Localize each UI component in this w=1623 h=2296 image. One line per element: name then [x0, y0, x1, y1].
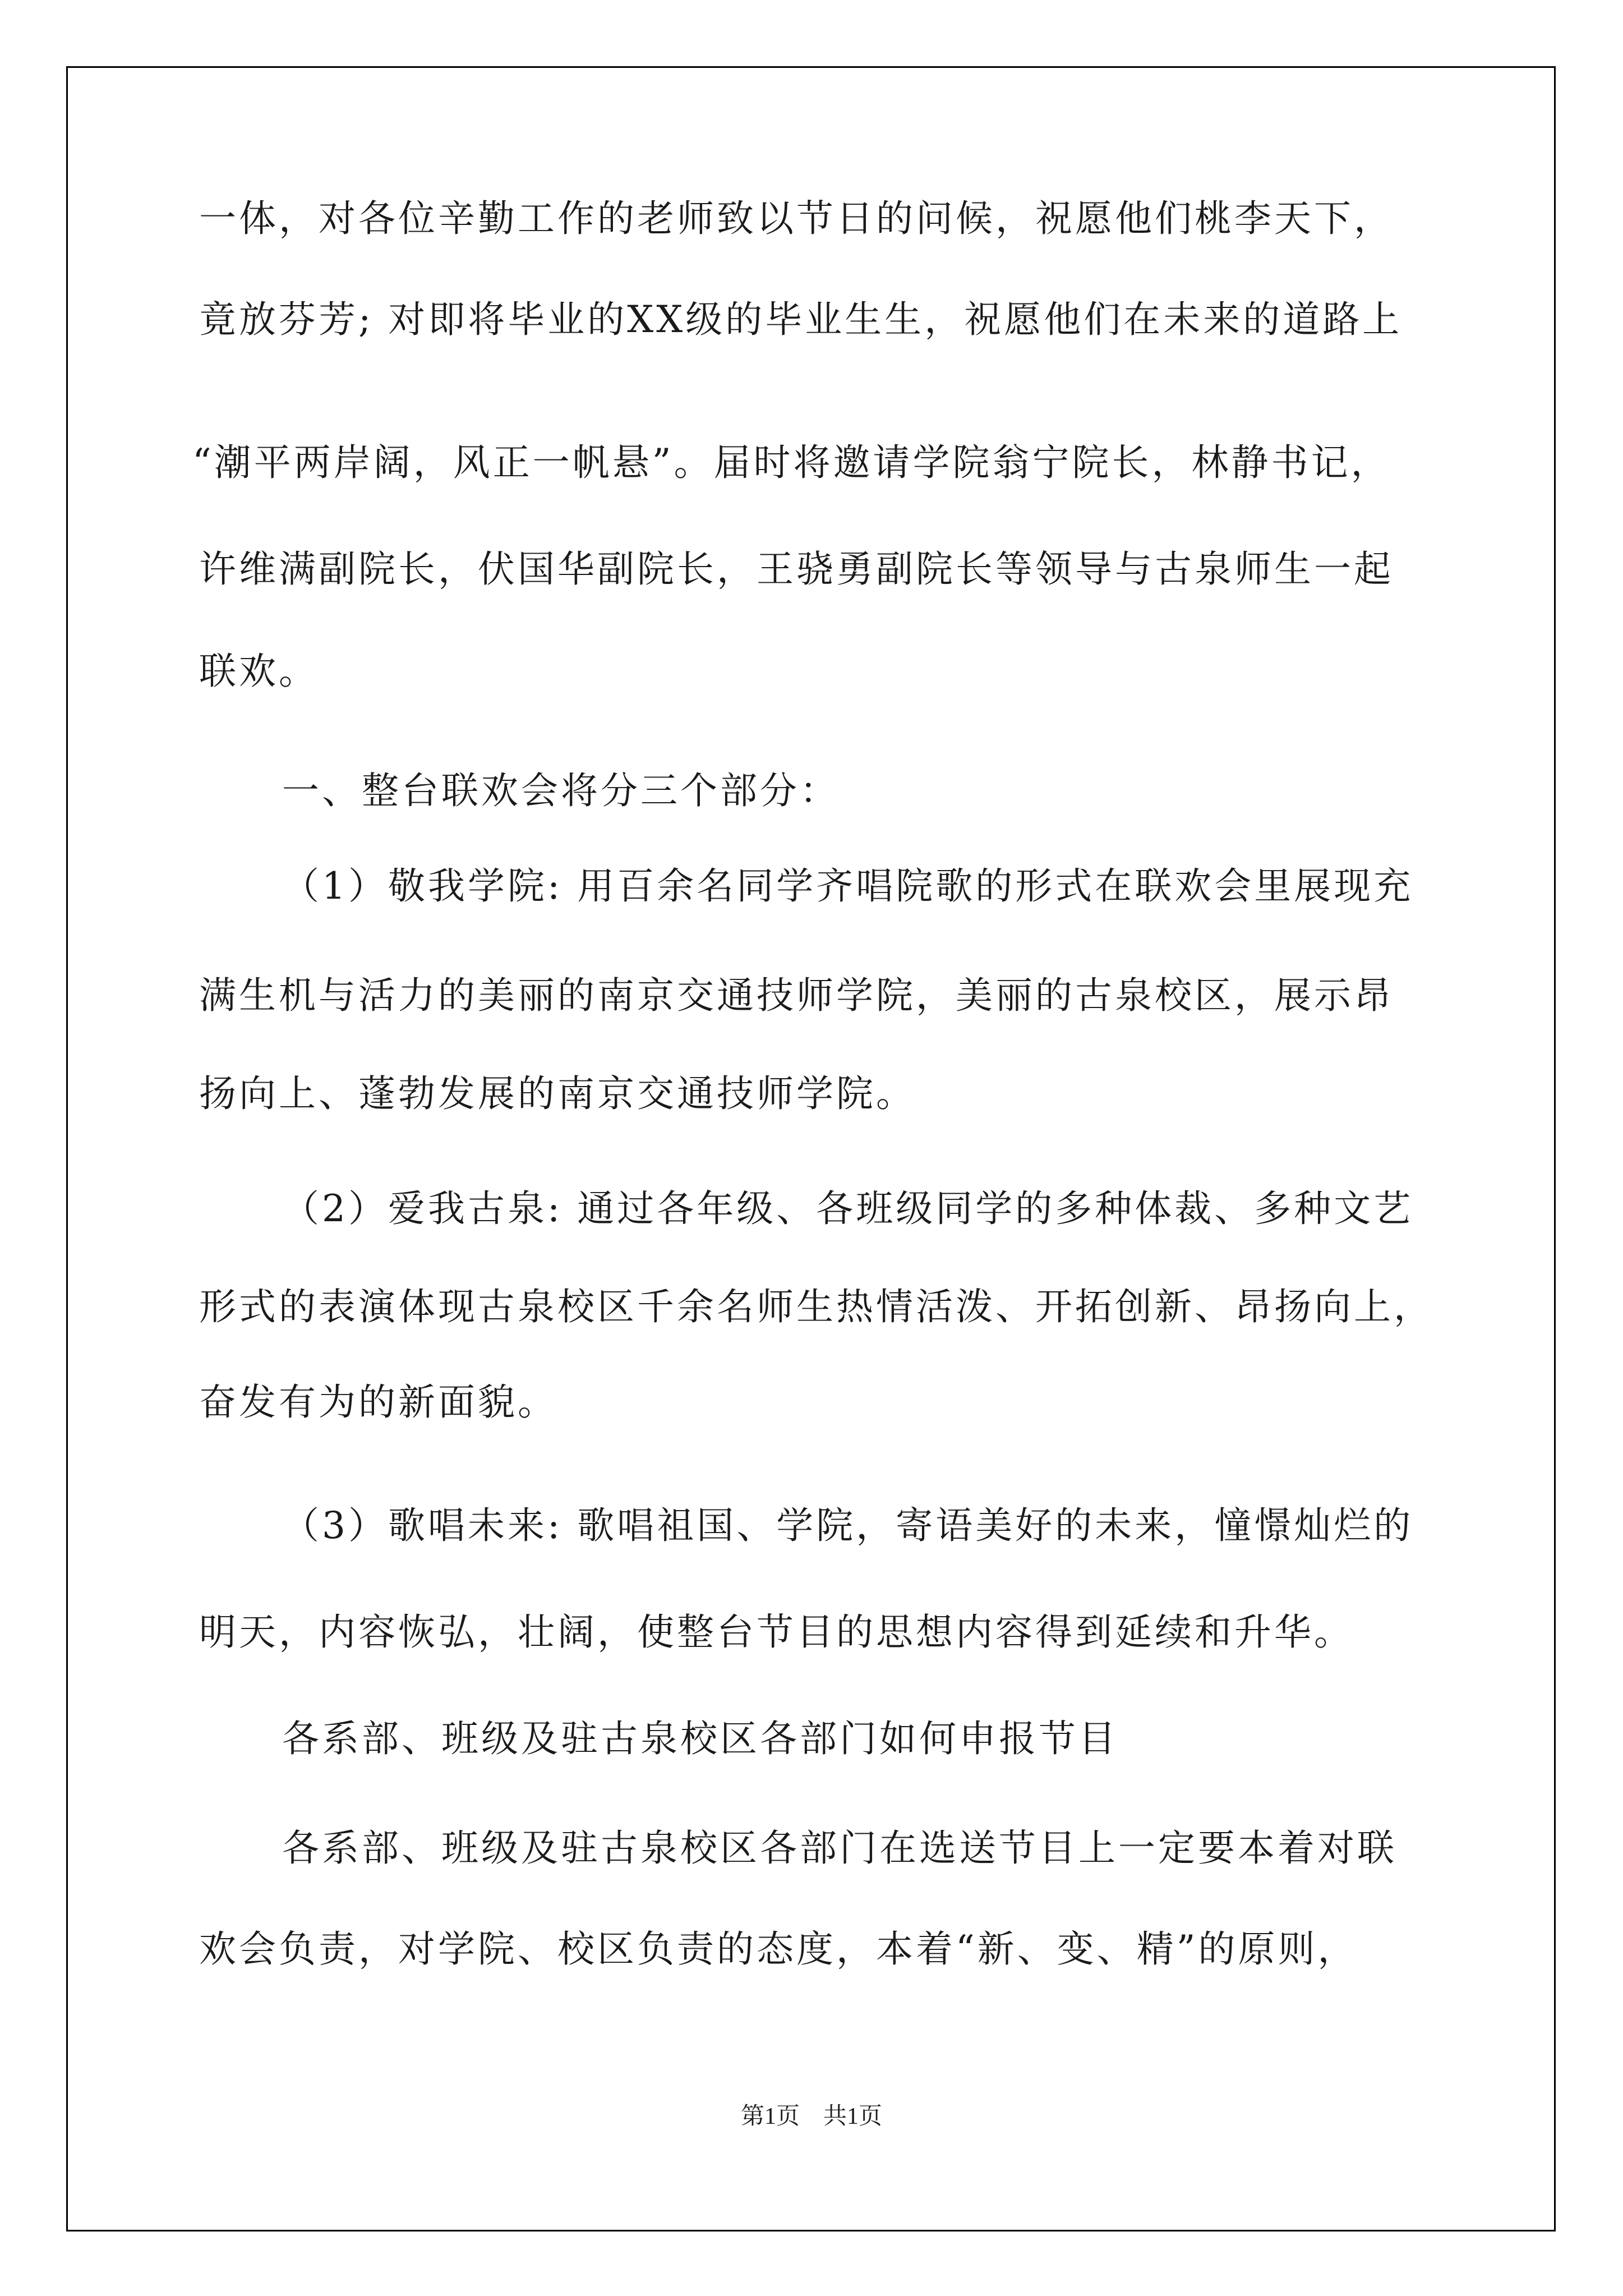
text-line: （3）歌唱未来: 歌唱祖国、学院，寄语美好的未来，憧憬灿烂的	[282, 1504, 1414, 1547]
page-number: 第1页 共1页	[740, 2104, 882, 2129]
text-line: 竟放芬芳; 对即将毕业的XX级的毕业生生，祝愿他们在未来的道路上	[199, 298, 1403, 341]
text-line: 许维满副院长，伏国华副院长，王骁勇副院长等领导与古泉师生一起	[199, 547, 1394, 591]
section-heading: 一、整台联欢会将分三个部分：	[282, 769, 840, 812]
text-line: 奋发有为的新面貌。	[199, 1381, 557, 1424]
text-line: 各系部、班级及驻古泉校区各部门在选送节目上一定要本着对联	[282, 1826, 1397, 1870]
text-line: 满生机与活力的美丽的南京交通技师学院，美丽的古泉校区，展示昂	[199, 974, 1394, 1017]
text-line: 欢会负责，对学院、校区负责的态度，本着“新、变、精”的原则，	[199, 1927, 1358, 1971]
text-line: “潮平两岸阔，风正一帆悬”。届时将邀请学院翁宁院长，林静书记，	[192, 441, 1391, 484]
text-line: （1）敬我学院: 用百余名同学齐唱院歌的形式在联欢会里展现充	[282, 864, 1414, 908]
text-line: （2）爱我古泉: 通过各年级、各班级同学的多种体裁、多种文艺	[282, 1187, 1414, 1230]
text-line: 联欢。	[199, 650, 319, 693]
text-line: 形式的表演体现古泉校区千余名师生热情活泼、开拓创新、昂扬向上，	[199, 1285, 1433, 1328]
text-line: 扬向上、蓬勃发展的南京交通技师学院。	[199, 1072, 916, 1115]
text-line: 明天，内容恢弘，壮阔，使整台节目的思想内容得到延续和升华。	[199, 1611, 1354, 1654]
page-border	[66, 66, 1556, 2231]
section-heading: 各系部、班级及驻古泉校区各部门如何申报节目	[282, 1717, 1118, 1760]
text-line: 一体，对各位辛勤工作的老师致以节日的问候，祝愿他们桃李天下，	[199, 197, 1394, 240]
